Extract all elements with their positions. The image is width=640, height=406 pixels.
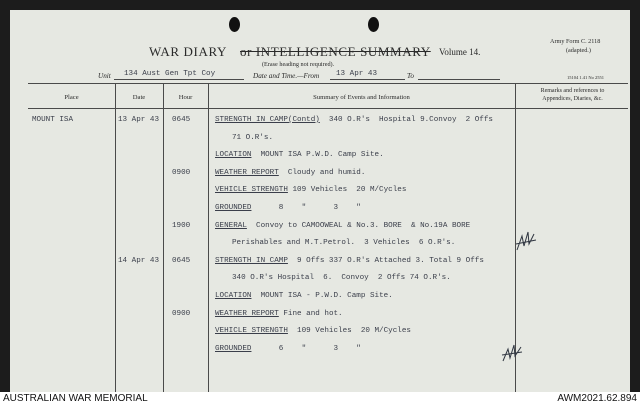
footer-institution: AUSTRALIAN WAR MEMORIAL xyxy=(3,393,148,404)
entry-summary xyxy=(215,186,406,194)
entry-heading: LOCATION xyxy=(215,292,252,300)
entry-hour: 0645 xyxy=(172,256,191,265)
entry-summary xyxy=(215,169,365,177)
footer-accession: AWM2021.62.894 xyxy=(557,393,637,404)
entry-text: 340 O.R's Hospital 9.Convoy 2 Offs xyxy=(319,116,493,124)
entry-text: 8 " 3 " xyxy=(251,204,361,212)
col-date: Date xyxy=(132,94,146,101)
entry-text: Perishables and M.T.Petrol. 3 Vehicles 6 O.R's. xyxy=(232,239,456,248)
entry-summary xyxy=(232,274,451,282)
war-diary-sheet xyxy=(10,10,630,392)
entry-heading: WEATHER REPORT xyxy=(215,309,279,318)
entry-heading: GROUNDED xyxy=(215,204,252,212)
entry-heading: VEHICLE STRENGTH xyxy=(215,186,288,195)
entry-text: 71 O.R's. xyxy=(232,133,274,142)
entry-summary xyxy=(215,151,384,159)
entry-heading: GROUNDED xyxy=(215,344,252,353)
unit-label: Unit xyxy=(98,72,111,80)
entry-text: MOUNT ISA P.W.D. Camp Site. xyxy=(251,151,384,160)
entry-heading: STRENGTH IN CAMP(Contd) xyxy=(215,116,320,124)
entry-summary xyxy=(215,292,393,300)
col-remarks-1: Remarks and references to xyxy=(540,88,605,94)
entry-text: Convoy to CAMOOWEAL & No.3. BORE & No.19A BORE xyxy=(246,221,471,230)
entry-summary xyxy=(215,116,493,124)
date-time-label: Date and Time.—From xyxy=(253,72,320,80)
entry-summary xyxy=(215,327,411,335)
entry-hour: 0900 xyxy=(172,168,191,177)
entry-summary xyxy=(232,134,273,142)
diary-title: WAR DIARY xyxy=(149,44,227,59)
entry-summary xyxy=(215,222,470,230)
army-form-label: Army Form C. 2118 xyxy=(550,38,601,45)
date-from-value: 13 Apr 43 xyxy=(336,70,378,78)
entry-summary xyxy=(215,310,343,318)
entry-summary xyxy=(232,239,455,247)
to-label: To xyxy=(407,72,414,80)
punch-hole xyxy=(229,17,240,32)
entry-text: Cloudy and humid. xyxy=(278,168,366,177)
entry-heading: VEHICLE STRENGTH xyxy=(215,327,288,336)
col-place: Place xyxy=(64,94,79,101)
erase-note: (Erase heading not required). xyxy=(262,61,335,68)
col-hour: Hour xyxy=(178,94,193,101)
entry-text: MOUNT ISA - P.W.D. Camp Site. xyxy=(251,292,393,300)
initials-signature xyxy=(514,228,540,256)
unit-value: 134 Aust Gen Tpt Coy xyxy=(124,70,216,78)
punch-hole xyxy=(368,17,379,32)
entry-heading: LOCATION xyxy=(215,151,252,160)
entry-text: 340 O.R's Hospital 6. Convoy 2 Offs 74 O.R's. xyxy=(232,274,451,283)
entry-hour: 0900 xyxy=(172,309,191,318)
entry-text: 9 Offs 337 O.R's Attached 3. Total 9 Offs xyxy=(287,256,484,265)
struck-title: or INTELLIGENCE SUMMARY xyxy=(240,44,431,59)
entry-date: 14 Apr 43 xyxy=(118,256,160,265)
entry-summary xyxy=(215,204,361,212)
adapted-label: (adapted.) xyxy=(566,47,591,54)
entry-summary xyxy=(215,345,361,353)
entry-text: 109 Vehicles 20 M/Cycles xyxy=(287,327,411,336)
entry-heading: STRENGTH IN CAMP xyxy=(215,256,288,265)
entry-hour: 1900 xyxy=(172,221,191,230)
entry-text: 6 " 3 " xyxy=(251,344,361,353)
entry-heading: GENERAL xyxy=(215,221,247,230)
entry-date: 13 Apr 43 xyxy=(118,116,160,124)
col-remarks-2: Appendices, Diaries, &c. xyxy=(542,96,603,102)
entry-place: MOUNT ISA xyxy=(32,116,74,124)
entry-text: 109 Vehicles 20 M/Cycles xyxy=(287,186,407,195)
volume-label: Volume 14. xyxy=(439,47,481,57)
entry-heading: WEATHER REPORT xyxy=(215,168,279,177)
col-summary: Summary of Events and Information xyxy=(313,94,410,101)
entry-hour: 0645 xyxy=(172,116,191,124)
entry-text: Fine and hot. xyxy=(278,309,343,318)
entry-summary xyxy=(215,257,484,265)
print-code: 15104 1.41 No 2551 xyxy=(567,75,604,80)
initials-signature xyxy=(500,340,526,366)
